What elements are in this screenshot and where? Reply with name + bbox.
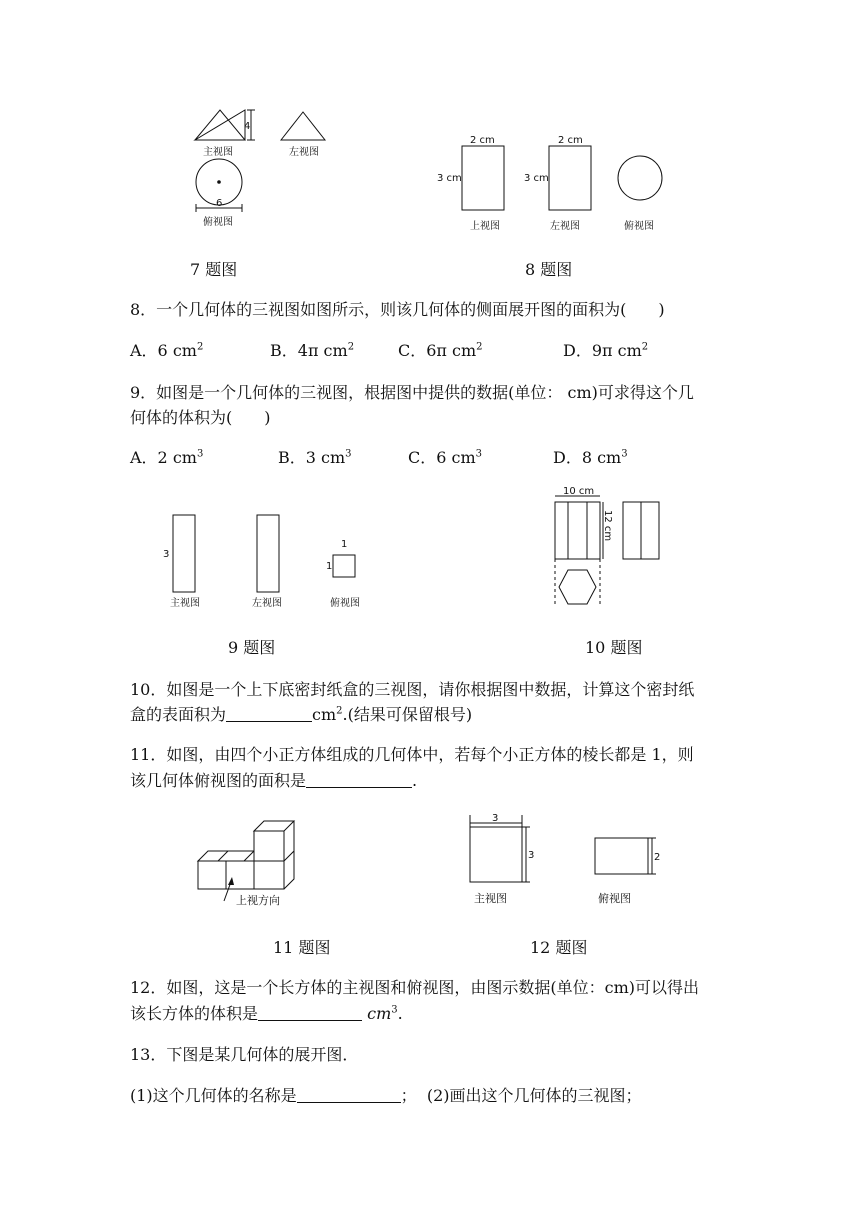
figure-11 [190,815,320,915]
q10-answer-blank[interactable] [226,707,312,722]
fig7-left-view-label: 左视图 [289,147,319,158]
figure-12 [460,805,680,910]
fig9-caption: 9 题图 [228,638,276,657]
q13-answer-blank[interactable] [297,1088,401,1103]
q12-answer-blank[interactable] [258,1006,362,1021]
q8-option-c[interactable]: C．6π $cm^2$ [398,341,483,360]
q12-line1: 12．如图，这是一个长方体的主视图和俯视图，由图示数据(单位：cm)可以得出 [130,978,699,997]
q13-line1: 13．下图是某几何体的展开图． [130,1045,359,1064]
q9-option-a[interactable]: A．2 $cm^3$ [130,448,204,467]
fig12-depth-label: 2 [654,852,661,863]
fig8-rect-2 [549,146,591,210]
fig11-cube-top [254,831,284,861]
fig7-left-triangle [281,112,325,140]
fig7-height-label: 4 [244,121,251,132]
fig9-height-label: 3 [163,549,170,560]
fig8-rect-1 [462,146,504,210]
fig10-hexagon [559,570,596,604]
fig10-width-label: 10 cm [563,486,595,497]
fig9-main-rect [173,515,195,592]
fig12-height-label: 3 [528,850,535,861]
fig9-left-rect [257,515,279,592]
q9-stem-line1: 9．如图是一个几何体的三视图，根据图中提供的数据(单位： cm)可求得这个几 [130,383,694,402]
figure-8 [430,128,680,238]
fig10-height-label: 12 cm [602,510,613,542]
figure-9 [160,505,380,615]
q8-option-a[interactable]: A．6 $cm^2$ [130,341,204,360]
fig9-top-label: 1 [341,539,348,550]
q11-line1: 11．如图，由四个小正方体组成的几何体中，若每个小正方体的棱长都是 1，则 [130,745,694,764]
q8-stem: 8．一个几何体的三视图如图所示，则该几何体的侧面展开图的面积为( ) [130,300,665,319]
q9-option-c[interactable]: C．6 $cm^3$ [408,448,483,467]
fig8-view-label-2: 左视图 [550,221,580,232]
fig8-height-label-2: 3 cm [524,173,549,184]
fig11-cube-3 [254,861,284,889]
fig12-width-label: 3 [492,813,499,824]
fig11-arrow-head [228,877,234,885]
q10-line1: 10．如图是一个上下底密封纸盒的三视图，请你根据图中数据，计算这个密封纸 [130,680,695,699]
fig9-view-label-2: 左视图 [252,598,282,609]
fig12-view-label-1: 主视图 [474,892,507,905]
fig7-width-label: 6 [216,198,223,209]
q9-stem-line2: 何体的体积为( ) [130,408,271,427]
fig10-main-rect [555,502,600,559]
fig9-side-label: 1 [326,561,333,572]
q8-option-b[interactable]: B．4π $cm^2$ [270,341,355,360]
fig8-height-label-1: 3 cm [437,173,462,184]
q13-line2: (1)这个几何体的名称是 ； (2)画出这个几何体的三视图； [130,1086,642,1105]
q11-line2: 该几何体俯视图的面积是 . [130,771,418,790]
fig11-cube-1 [198,861,226,889]
q10-line2: 盒的表面积为 $cm^2$.(结果可保留根号) [130,705,473,724]
fig12-caption: 12 题图 [530,938,588,957]
q11-answer-blank[interactable] [306,773,412,788]
fig7-main-view-label: 主视图 [203,147,233,158]
figure-7 [185,100,345,240]
fig7-top-view-label: 俯视图 [203,217,233,228]
fig11-direction-label: 上视方向 [236,894,280,907]
fig7-main-triangle [195,110,245,140]
fig8-width-label-1: 2 cm [470,135,495,146]
fig12-main-rect [470,827,522,882]
figure-10 [545,482,675,610]
fig8-caption: 8 题图 [525,260,573,279]
fig8-view-label-1: 上视图 [470,221,500,232]
fig8-circle [618,156,662,200]
fig8-width-label-2: 2 cm [558,135,583,146]
fig10-caption: 10 题图 [585,638,643,657]
q9-option-b[interactable]: B．3 $cm^3$ [278,448,352,467]
fig12-top-rect [595,838,648,874]
fig9-view-label-3: 俯视图 [330,598,360,609]
fig8-view-label-3: 俯视图 [624,221,654,232]
fig11-caption: 11 题图 [273,938,331,957]
fig9-top-rect [333,555,355,577]
fig7-caption: 7 题图 [190,260,238,279]
q12-line2: 该长方体的体积是 $cm^3$. [130,1004,403,1023]
fig12-view-label-2: 俯视图 [598,892,631,905]
q8-option-d[interactable]: D．9π $cm^2$ [563,341,649,360]
q9-option-d[interactable]: D．8 $cm^3$ [553,448,628,467]
fig9-view-label-1: 主视图 [170,598,200,609]
